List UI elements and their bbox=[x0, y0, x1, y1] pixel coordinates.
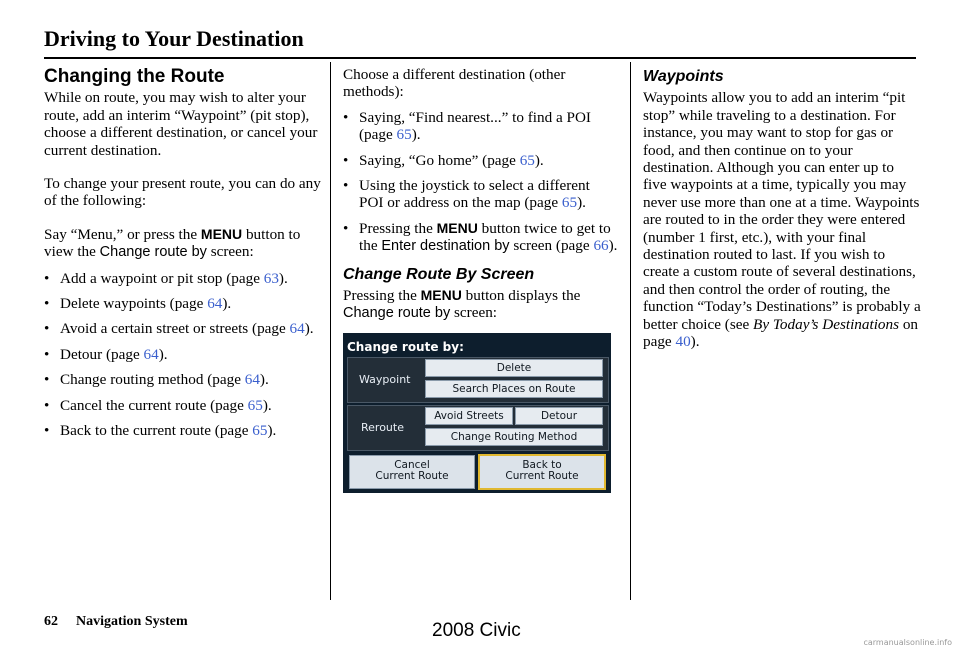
paragraph: Waypoints allow you to add an interim “pit stop” while traveling to a destination. For instance, you may want to stop for gas or food, and then continue on to your destination. Although you can enter up to five waypoints at a time, typically you may never use more than one at a time. Waypoints are routed to in the order they were entered (number 1 first, etc.), with your final destination routed to last. If you wish to create a custom route of several destinations, and then control the order of routing, the function “Today’s Destinations” is probably a better choice (see By Today’s Destinations on page 40). bbox=[643, 89, 921, 351]
list-item: • Pressing the MENU button twice to get to the Enter destination by screen (page 66). bbox=[343, 220, 618, 256]
page-number: 62 bbox=[44, 614, 58, 629]
text: button to view the bbox=[44, 225, 301, 261]
search-places-button[interactable]: Search Places on Route bbox=[425, 380, 603, 398]
column-1 bbox=[44, 66, 324, 448]
header-rule bbox=[44, 57, 916, 59]
list-item: • Change routing method (page 64). bbox=[44, 371, 324, 388]
page-link[interactable]: 65 bbox=[247, 396, 263, 414]
list-item: • Cancel the current route (page 65). bbox=[44, 397, 324, 414]
page-link[interactable]: 64 bbox=[289, 320, 305, 338]
page-link[interactable]: 64 bbox=[244, 371, 260, 389]
page-link[interactable]: 65 bbox=[561, 194, 578, 212]
screen-title: Change route by: bbox=[347, 339, 464, 354]
paragraph bbox=[44, 226, 324, 262]
paragraph: Pressing the MENU button displays the Change route by screen: bbox=[343, 287, 581, 322]
list-item: • Add a waypoint or pit stop (page 63). bbox=[44, 270, 324, 287]
site-watermark: carmanualsonline.info bbox=[863, 638, 952, 647]
list-item: • Detour (page 64). bbox=[44, 346, 324, 363]
paragraph: While on route, you may wish to alter your route, add an interim “Waypoint” (pit stop), choose a different destination, or cancel your current destination. bbox=[44, 89, 318, 159]
list-item: • Avoid a certain street or streets (page 64). bbox=[44, 320, 324, 337]
page-link[interactable]: 65 bbox=[252, 422, 268, 440]
subsection-heading: Change Route By Screen bbox=[343, 265, 535, 283]
paragraph: Choose a different destination (other methods): bbox=[343, 66, 566, 101]
watermark: 2008 Civic bbox=[432, 620, 521, 641]
page-link[interactable]: 65 bbox=[519, 151, 535, 169]
menu-button-name: MENU bbox=[436, 219, 478, 236]
column-divider-2 bbox=[630, 62, 631, 600]
page-link[interactable]: 66 bbox=[593, 237, 609, 255]
paragraph: To change your present route, you can do any of the following: bbox=[44, 175, 321, 210]
section-heading: Changing the Route bbox=[44, 66, 225, 87]
page-link[interactable]: 65 bbox=[396, 126, 412, 144]
subsection-heading: Waypoints bbox=[643, 68, 724, 85]
change-routing-method-button[interactable]: Change Routing Method bbox=[425, 428, 603, 446]
screen-name: Change route by bbox=[343, 305, 451, 322]
text: screen: bbox=[206, 243, 254, 261]
menu-button-name: MENU bbox=[200, 225, 243, 242]
list-item: • Saying, “Go home” (page 65). bbox=[343, 152, 618, 169]
reroute-label: Reroute bbox=[361, 420, 404, 434]
column-3 bbox=[643, 66, 921, 367]
change-route-screen bbox=[343, 333, 611, 493]
page-link[interactable]: 64 bbox=[143, 345, 159, 363]
page-link[interactable]: 63 bbox=[263, 269, 279, 287]
detour-button[interactable]: Detour bbox=[515, 407, 603, 425]
delete-button[interactable]: Delete bbox=[425, 359, 603, 377]
page-link[interactable]: 40 bbox=[675, 333, 691, 351]
list-item: • Saying, “Find nearest...” to find a POI (page 65). bbox=[343, 109, 618, 144]
footer-section: Navigation System bbox=[76, 614, 188, 629]
list-item: • Back to the current route (page 65). bbox=[44, 422, 324, 439]
list-item: • Using the joystick to select a different POI or address on the map (page 65). bbox=[343, 177, 618, 212]
menu-button-name: MENU bbox=[420, 287, 462, 304]
column-divider-1 bbox=[330, 62, 331, 600]
cancel-route-button[interactable]: Cancel Current Route bbox=[349, 455, 475, 489]
column-2 bbox=[343, 66, 618, 493]
avoid-streets-button[interactable]: Avoid Streets bbox=[425, 407, 513, 425]
text: Say “Menu,” or press the bbox=[44, 225, 201, 243]
back-to-route-button[interactable]: Back to Current Route bbox=[478, 454, 606, 490]
screen-name: Change route by bbox=[99, 244, 207, 261]
list-item: • Delete waypoints (page 64). bbox=[44, 295, 324, 312]
screen-name: Enter destination by bbox=[381, 238, 510, 255]
cross-reference: By Today’s Destinations bbox=[753, 315, 900, 333]
page-header-title: Driving to Your Destination bbox=[44, 26, 304, 51]
waypoint-label: Waypoint bbox=[359, 372, 411, 386]
page-link[interactable]: 64 bbox=[207, 295, 223, 313]
